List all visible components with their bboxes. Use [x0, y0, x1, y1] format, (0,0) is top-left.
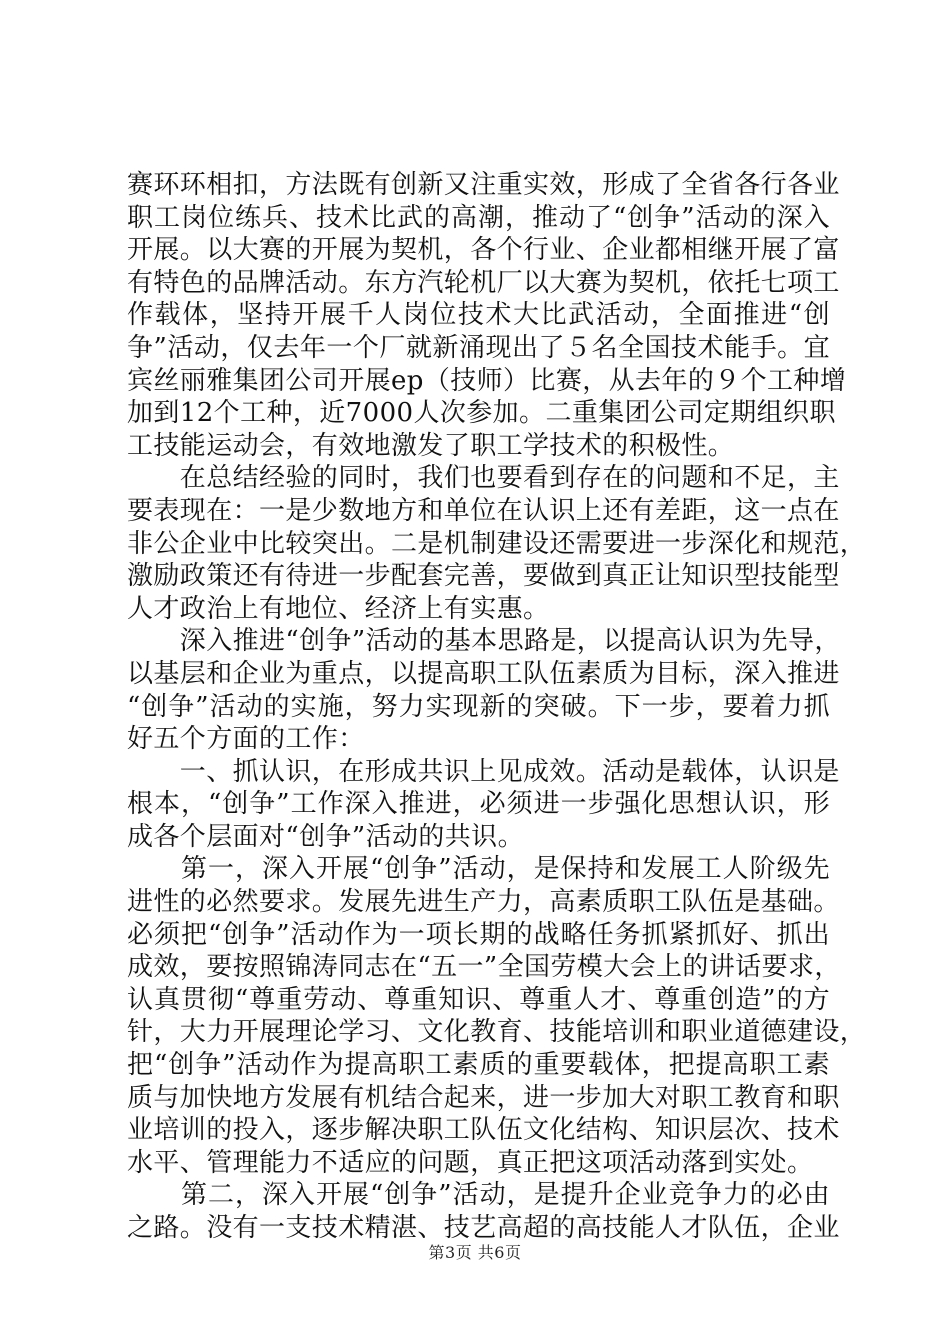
- text-line: 激励政策还有待进一步配套完善，要做到真正让知识型技能型: [127, 561, 840, 592]
- text-line: 成各个层面对“创争”活动的共识。: [127, 821, 524, 852]
- text-line: 以基层和企业为重点，以提高职工队伍素质为目标，深入推进: [127, 658, 840, 689]
- text-line: 加到12个工种，近7000人次参加。二重集团公司定期组织职: [127, 398, 836, 429]
- text-line: 根本，“创争”工作深入推进，必须进一步强化思想认识，形: [127, 789, 830, 820]
- text-line: 职工岗位练兵、技术比武的高潮，推动了“创争”活动的深入: [127, 202, 830, 233]
- text-line: 认真贯彻“尊重劳动、尊重知识、尊重人才、尊重创造”的方: [127, 984, 830, 1015]
- text-line: 之路。没有一支技术精湛、技艺高超的高技能人才队伍，企业: [127, 1213, 840, 1243]
- text-line: 好五个方面的工作：: [127, 724, 365, 755]
- text-line: 必须把“创争”活动作为一项长期的战略任务抓紧抓好、抓出: [127, 919, 830, 950]
- text-line: 宾丝丽雅集团公司开展ep（技师）比赛，从去年的９个工种增: [127, 365, 847, 396]
- text-line: 水平、管理能力不适应的问题，真正把这项活动落到实处。: [127, 1147, 814, 1178]
- text-line: 第一，深入开展“创争”活动，是保持和发展工人阶级先: [127, 854, 830, 885]
- text-line: 人才政治上有地位、经济上有实惠。: [127, 593, 550, 624]
- text-line: 把“创争”活动作为提高职工素质的重要载体，把提高职工素: [127, 1050, 830, 1081]
- text-line: 作载体，坚持开展千人岗位技术大比武活动，全面推进“创: [127, 300, 830, 331]
- text-line: 要表现在：一是少数地方和单位在认识上还有差距，这一点在: [127, 495, 840, 526]
- text-line: 在总结经验的同时，我们也要看到存在的问题和不足，主: [127, 463, 840, 494]
- text-line: 进性的必然要求。发展先进生产力，高素质职工队伍是基础。: [127, 887, 840, 918]
- text-line: 业培训的投入，逐步解决职工队伍文化结构、知识层次、技术: [127, 1115, 840, 1146]
- text-line: 非公企业中比较突出。二是机制建设还需要进一步深化和规范，: [127, 528, 867, 559]
- text-line: 深入推进“创争”活动的基本思路是，以提高认识为先导，: [127, 626, 841, 657]
- text-line: 针，大力开展理论学习、文化教育、技能培训和职业道德建设，: [127, 1017, 867, 1048]
- text-line: 成效，要按照锦涛同志在“五一”全国劳模大会上的讲话要求，: [127, 952, 841, 983]
- text-line: 有特色的品牌活动。东方汽轮机厂以大赛为契机，依托七项工: [127, 267, 840, 298]
- page-footer: 第3页 共6页: [428, 1243, 522, 1262]
- text-line: 争”活动，仅去年一个厂就新涌现出了５名全国技术能手。宜: [127, 332, 830, 363]
- document-body: [127, 169, 867, 1245]
- text-line: 质与加快地方发展有机结合起来，进一步加大对职工教育和职: [127, 1082, 840, 1113]
- text-line: 工技能运动会，有效地激发了职工学技术的积极性。: [127, 430, 735, 461]
- text-line: 一、抓认识，在形成共识上见成效。活动是载体，认识是: [127, 756, 840, 787]
- text-line: 第二，深入开展“创争”活动，是提升企业竞争力的必由: [127, 1180, 830, 1211]
- text-line: “创争”活动的实施，努力实现新的突破。下一步，要着力抓: [127, 691, 830, 722]
- text-line: 赛环环相扣，方法既有创新又注重实效，形成了全省各行各业: [127, 170, 840, 200]
- text-line: 开展。以大赛的开展为契机，各个行业、企业都相继开展了富: [127, 235, 840, 266]
